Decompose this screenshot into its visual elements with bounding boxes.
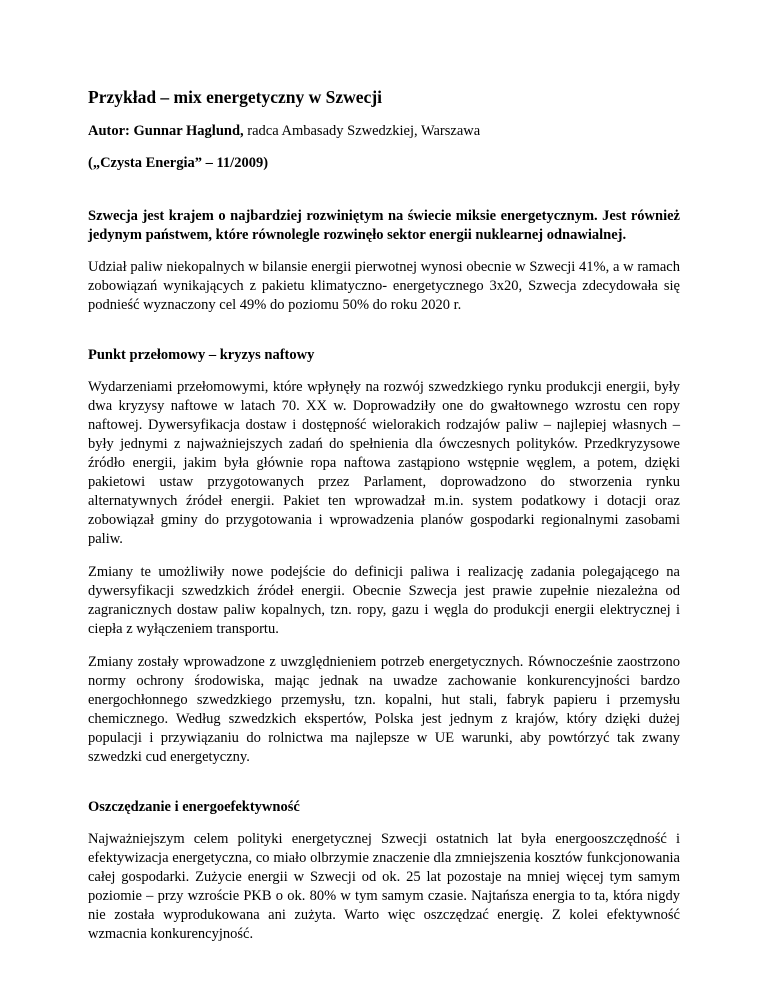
document-content bbox=[88, 86, 680, 958]
document-title: Przykład – mix energetyczny w Szwecji bbox=[88, 87, 383, 107]
section-heading: Oszczędzanie i energoefektywność bbox=[88, 799, 300, 815]
body-paragraph: Zmiany zostały wprowadzone z uwzględnieniem potrzeb energetycznych. Równocześnie zaostrzono normy ochrony środowiska, mając jednak na uwadze zachowanie konkurencyjności bardzo energochłonnego szwedzkiego przemysłu, tzn. kopalni, hut stali, fabryk papieru i przemysłu chemicznego. Według szwedzkich ekspertów, Polska jest jednym z krajów, który dzięki dużej populacji i przywiązaniu do rolnictwa ma najlepsze w UE warunki, aby powtórzyć tak zwany szwedzki cud energetyczny. bbox=[88, 654, 680, 765]
source-citation: („Czysta Energia” – 11/2009) bbox=[88, 155, 269, 171]
author-line bbox=[88, 122, 680, 141]
body-paragraph: Zmiany te umożliwiły nowe podejście do definicji paliwa i realizację zadania polegającego na dywersyfikacji szwedzkich źródeł energii. Obecnie Szwecja jest prawie zupełnie niezależna od zagranicznych dostaw paliw kopalnych, tzn. ropy, gazu i węgla do produkcji energii elektrycznej i ciepła z wyłączeniem transportu. bbox=[88, 564, 680, 637]
intro-paragraph: Udział paliw niekopalnych w bilansie energii pierwotnej wynosi obecnie w Szwecji 41%, a w ramach zobowiązań wynikających z pakietu klimatyczno- energetycznego 3x20, Szwecja zdecydowała się podnieść wyznaczony cel 49% do poziomu 50% do roku 2020 r. bbox=[88, 259, 680, 313]
lead-paragraph: Szwecja jest krajem o najbardziej rozwiniętym na świecie miksie energetycznym. Jest również jedynym państwem, które równolegle rozwinęło sektor energii nuklearnej odnawialnej. bbox=[88, 208, 680, 243]
author-name: Autor: Gunnar Haglund, bbox=[88, 123, 244, 139]
body-paragraph: Wydarzeniami przełomowymi, które wpłynęły na rozwój szwedzkiego rynku produkcji energii, były dwa kryzysy naftowe w latach 70. XX w. Doprowadziły one do gwałtownego wzrostu cen ropy naftowej. Dywersyfikacja dostaw i dostępność wielorakich rodzajów paliw – najlepiej własnych – były jednymi z najważniejszych zadań do spełnienia dla ówczesnych polityków. Przedkryzysowe źródło energii, jakim była głównie ropa naftowa zastąpiono wstępnie węglem, a potem, dzięki pakietowi ustaw przygotowanych przez Parlament, doprowadzono do stworzenia rynku alternatywnych źródeł energii. Pakiet ten wprowadzał m.in. system podatkowy i dotacji oraz zobowiązał gminy do przygotowania i wprowadzenia planów gospodarki regionalnymi zasobami paliw. bbox=[88, 379, 680, 547]
body-paragraph: Najważniejszym celem polityki energetycznej Szwecji ostatnich lat była energooszczędność i efektywizacja energetyczna, co miało olbrzymie znaczenie dla zmniejszenia kosztów funkcjonowania całej gospodarki. Zużycie energii w Szwecji od ok. 25 lat pozostaje na mniej więcej tym samym poziomie – przy wzroście PKB o ok. 80% w tym samym czasie. Najtańsza energia to ta, która nigdy nie została wyprodukowana ani zużyta. Warto więc oszczędzać energię. Z kolei efektywność wzmacnia konkurencyjność. bbox=[88, 831, 680, 942]
section-heading: Punkt przełomowy – kryzys naftowy bbox=[88, 347, 315, 363]
author-role: radca Ambasady Szwedzkiej, Warszawa bbox=[243, 123, 481, 139]
